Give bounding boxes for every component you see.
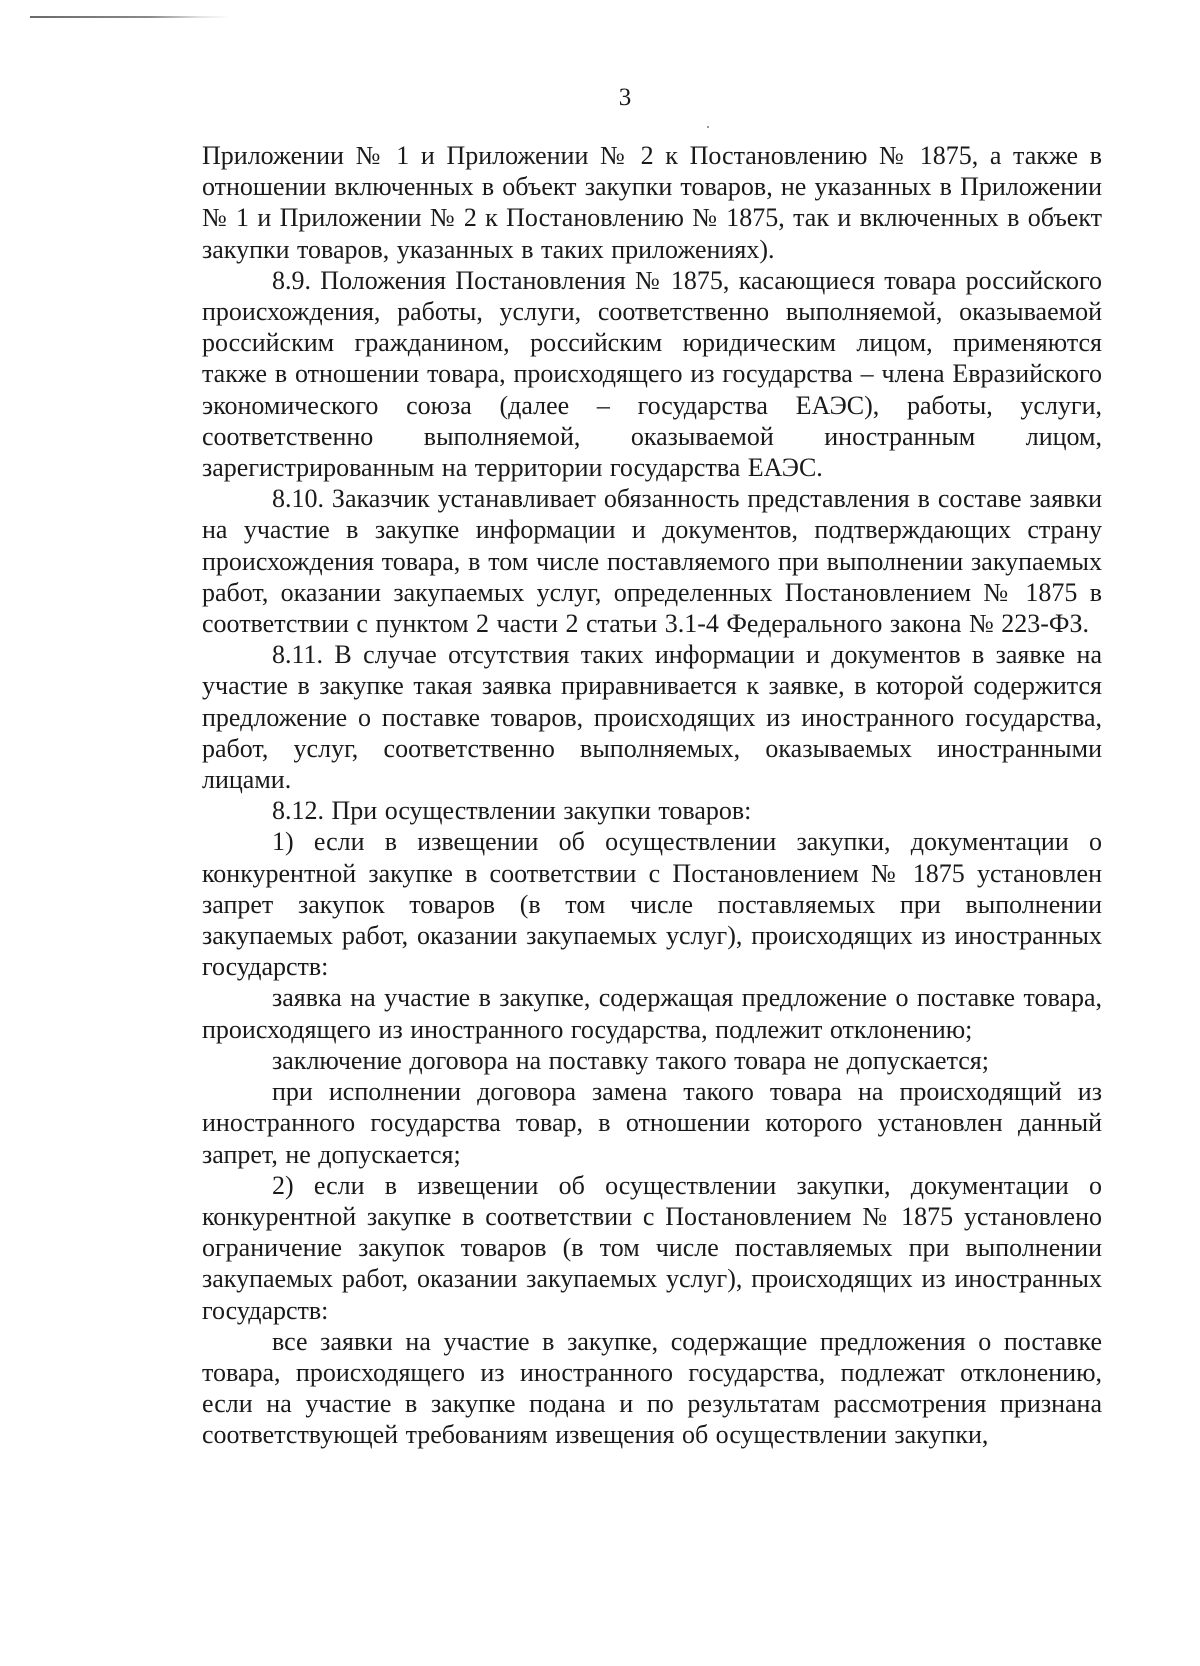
- document-body: [202, 140, 1102, 1451]
- page-number: 3: [618, 84, 632, 111]
- paragraph-item-2-rejection: все заявки на участие в закупке, содержащие предложения о поставке товара, происходящего из иностранного государства, подлежат отклонению, если на участие в закупке подана и по результатам рассмотрения признана соответствующей требованиям извещения об осуществлении закупки,: [202, 1326, 1102, 1450]
- paragraph-8-10: 8.10. Заказчик устанавливает обязанность представления в составе заявки на участие в закупке информации и документов, подтверждающих страну происхождения товара, в том числе поставляемого при выполнении закупаемых работ, оказании закупаемых услуг, определенных Постановлением № 1875 в соответствии с пунктом 2 части 2 статьи 3.1-4 Федерального закона № 223-ФЗ.: [202, 484, 1102, 639]
- scan-speck: [707, 126, 709, 128]
- paragraph-continuation: Приложении № 1 и Приложении № 2 к Постановлению № 1875, а также в отношении включенных в объект закупки товаров, не указанных в Приложении № 1 и Приложении № 2 к Постановлению № 1875, так и включенных в объект закупки товаров, указанных в таких приложениях).: [202, 141, 1102, 264]
- scan-artifact-line: [30, 16, 230, 18]
- paragraph-item-2: 2) если в извещении об осуществлении закупки, документации о конкурентной закупке в соответствии с Постановлением № 1875 установлено ограничение закупок товаров (в том числе поставляемых при выполнении закупаемых работ, оказании закупаемых услуг), происходящих из иностранных государств:: [202, 1170, 1102, 1325]
- paragraph-8-9: 8.9. Положения Постановления № 1875, касающиеся товара российского происхождения, работы, услуги, соответственно выполняемой, оказываемой российским гражданином, российским юридическим лицом, применяются также в отношении товара, происходящего из государства – члена Евразийского экономического союза (далее – государства ЕАЭС), работы, услуги, соответственно выполняемой, оказываемой иностранным лицом, зарегистрированным на территории государства ЕАЭС.: [202, 265, 1102, 483]
- paragraph-item-1-rejection: заявка на участие в закупке, содержащая предложение о поставке товара, происходящего из иностранного государства, подлежит отклонению;: [202, 983, 1102, 1044]
- paragraph-item-1-contract: заключение договора на поставку такого товара не допускается;: [272, 1045, 989, 1075]
- paragraph-8-11: 8.11. В случае отсутствия таких информации и документов в заявке на участие в закупке такая заявка приравнивается к заявке, в которой содержится предложение о поставке товаров, происходящих из иностранного государства, работ, услуг, соответственно выполняемых, оказываемых иностранными лицами.: [202, 640, 1102, 795]
- paragraph-item-1-replacement: при исполнении договора замена такого товара на происходящий из иностранного государства товар, в отношении которого установлен данный запрет, не допускается;: [202, 1077, 1102, 1169]
- paragraph-8-12: 8.12. При осуществлении закупки товаров:: [272, 796, 752, 826]
- paragraph-item-1: 1) если в извещении об осуществлении закупки, документации о конкурентной закупке в соответствии с Постановлением № 1875 установлен запрет закупок товаров (в том числе поставляемых при выполнении закупаемых работ, оказании закупаемых услуг), происходящих из иностранных государств:: [202, 827, 1102, 982]
